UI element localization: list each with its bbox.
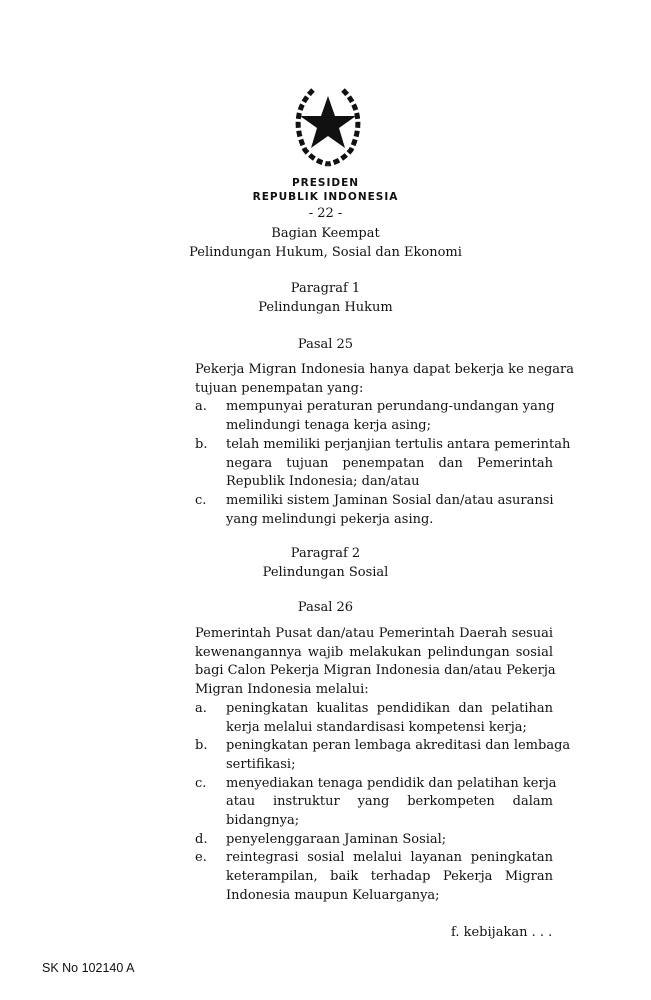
section-subtitle: Pelindungan Hukum, Sosial dan Ekonomi [189, 245, 462, 260]
page-number: - 22 - [308, 206, 343, 221]
paragraf-1-subtitle: Pelindungan Hukum [258, 300, 393, 315]
text-line: reintegrasi sosial melalui layanan peningkatan [226, 850, 553, 866]
pasal-25-title: Pasal 25 [297, 337, 354, 352]
text-line: Pekerja Migran Indonesia hanya dapat bekerja ke negara [195, 362, 574, 377]
list-item-label: a. [195, 399, 207, 415]
text-line: Pemerintah Pusat dan/atau Pemerintah Daerah sesuai [195, 626, 553, 641]
list-item [195, 737, 571, 774]
list-item-label: e. [195, 850, 207, 866]
text-line: atau instruktur yang berkompeten dalam [226, 794, 553, 810]
list-item [195, 831, 553, 850]
next-page-catchword: f. kebijakan . . . [451, 925, 553, 940]
text-line: Republik Indonesia; dan/atau [226, 474, 420, 490]
intro-paragraph [195, 625, 556, 700]
text-line: sertifikasi; [226, 756, 296, 772]
text-line: menyediakan tenaga pendidik dan pelatihan kerja [226, 775, 557, 791]
text-line: kewenangannya wajib melakukan pelindungan sosial [195, 644, 553, 660]
text-line: bidangnya; [226, 813, 300, 829]
sk-number: SK No 102140 A [42, 961, 135, 975]
text-line: bagi Calon Pekerja Migran Indonesia dan/atau Pekerja [195, 663, 556, 679]
list-item [195, 398, 553, 435]
list-item-label: c. [195, 492, 207, 508]
intro-paragraph [195, 361, 574, 398]
list-item [195, 436, 571, 492]
paragraf-1-title: Paragraf 1 [290, 281, 361, 296]
text-line: melindungi tenaga kerja asing; [226, 418, 431, 434]
list-item [195, 700, 553, 737]
list-item [195, 775, 557, 831]
list-item [195, 492, 553, 529]
text-line: keterampilan, baik terhadap Pekerja Migran [226, 869, 553, 885]
text-line: peningkatan peran lembaga akreditasi dan lembaga [226, 738, 571, 754]
text-line: Migran Indonesia melalui: [195, 682, 369, 698]
header-republik: REPUBLIK INDONESIA [252, 191, 399, 203]
list-item [195, 849, 553, 905]
garuda-star-emblem [283, 80, 373, 168]
text-line: telah memiliki perjanjian tertulis antara pemerintah [226, 436, 571, 452]
text-line: negara tujuan penempatan dan Pemerintah [226, 455, 553, 471]
pasal-26-body [195, 625, 571, 906]
header-presiden: PRESIDEN [291, 177, 360, 189]
text-line: penyelenggaraan Jaminan Sosial; [226, 831, 447, 847]
text-line: memiliki sistem Jaminan Sosial dan/atau asuransi [226, 492, 554, 508]
pasal-26-title: Pasal 26 [297, 600, 354, 615]
list-item-label: c. [195, 775, 207, 791]
list-item-label: d. [195, 831, 208, 847]
list-item-label: a. [195, 700, 207, 716]
text-line: tujuan penempatan yang: [195, 380, 364, 396]
list-item-label: b. [195, 436, 208, 452]
text-line: yang melindungi pekerja asing. [226, 511, 434, 527]
text-line: mempunyai peraturan perundang-undangan yang [226, 399, 555, 415]
text-line: Indonesia maupun Keluarganya; [226, 887, 440, 903]
paragraf-2-subtitle: Pelindungan Sosial [262, 565, 389, 580]
paragraf-2-title: Paragraf 2 [290, 546, 361, 561]
list-item-label: b. [195, 738, 208, 754]
pasal-25-body [195, 361, 574, 529]
section-title: Bagian Keempat [271, 226, 380, 241]
text-line: peningkatan kualitas pendidikan dan pelatihan [226, 700, 553, 716]
text-line: kerja melalui standardisasi kompetensi kerja; [226, 719, 527, 735]
